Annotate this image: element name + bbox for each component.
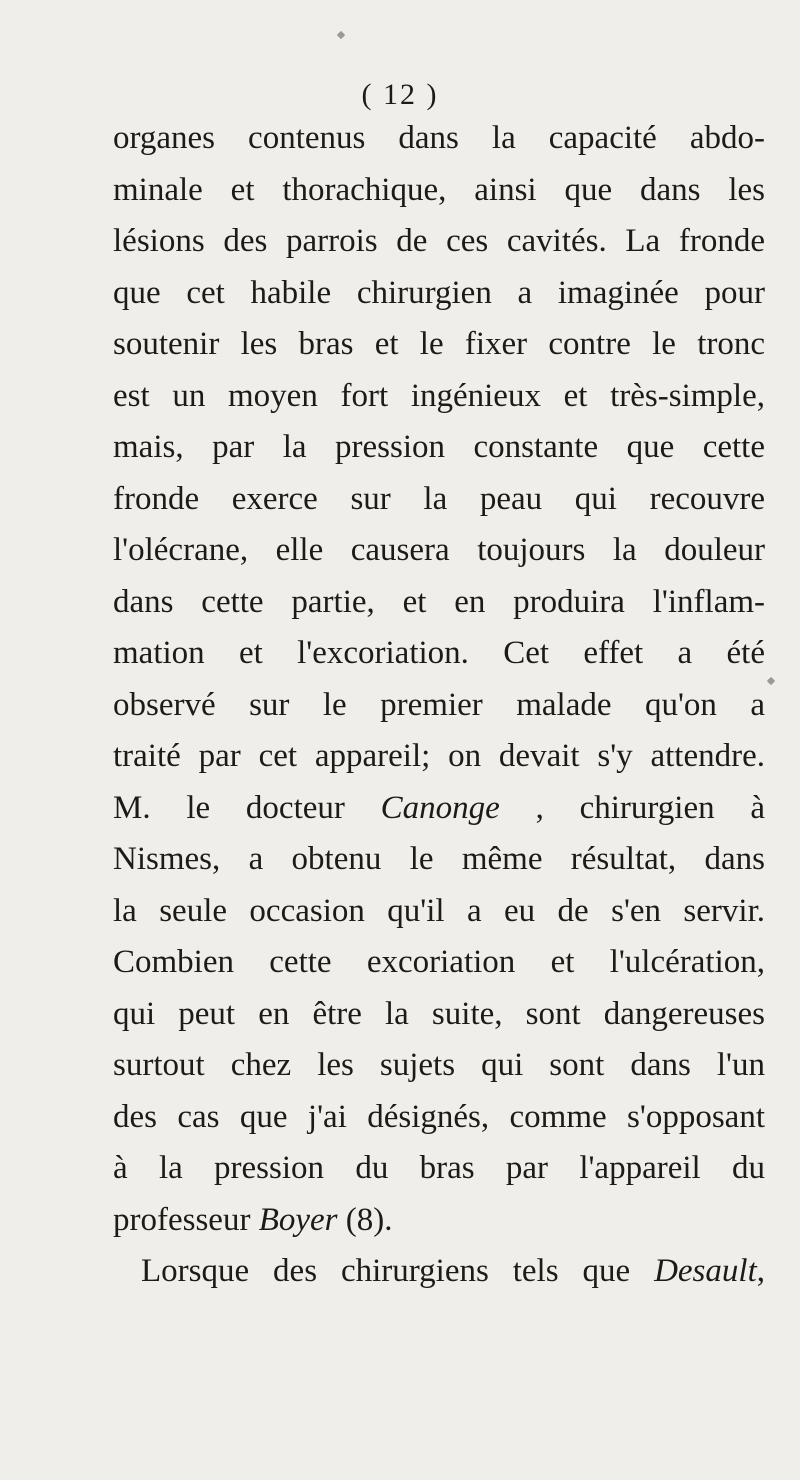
text-line-boyer [113,1195,765,1247]
text-line: organes contenus dans la capacité abdo- [113,120,765,156]
text-line: qui peut en être la suite, sont dangereuses [113,995,765,1032]
text-line: soutenir les bras et le fixer contre le tronc [113,326,765,362]
text-line: est un moyen fort ingénieux et très-simple, [113,377,765,414]
text-line: dans cette partie, et en produira l'inflam- [113,583,765,620]
text-line: l'olécrane, elle causera toujours la douleur [113,532,765,568]
paper-speck [337,31,345,39]
text-line-desault [113,1246,765,1298]
text-fragment: Lorsque des chirurgiens tels que [141,1253,631,1289]
text-fragment: M. le docteur [113,789,345,826]
text-line: minale et thorachique, ainsi que dans les [113,171,765,208]
paper-speck [767,677,775,685]
text-line: des cas que j'ai désignés, comme s'opposant [113,1098,765,1135]
text-line-canonge [113,783,765,835]
text-line: Nismes, a obtenu le même résultat, dans [113,841,765,877]
surgeon-name-italic: Boyer [258,1201,338,1238]
text-fragment: , chirurgien à [535,789,765,826]
text-line: Combien cette excoriation et l'ulcération, [113,944,765,980]
text-line: surtout chez les sujets qui sont dans l'un [113,1047,765,1083]
text-line: que cet habile chirurgien a imaginée pour [113,274,765,311]
surgeon-name-italic: Desault [654,1253,757,1289]
page-number: ( 12 ) [361,78,439,111]
text-line: à la pression du bras par l'appareil du [113,1150,765,1186]
text-fragment: , [756,1253,765,1289]
text-line: mation et l'excoriation. Cet effet a été [113,635,765,671]
text-line: la seule occasion qu'il a eu de s'en servir. [113,892,765,929]
surgeon-name-italic: Canonge [380,789,500,826]
text-fragment: professeur [113,1201,251,1238]
text-fragment: (8). [345,1201,393,1238]
text-line: lésions des parrois de ces cavités. La fronde [113,223,765,259]
text-line: mais, par la pression constante que cette [113,429,765,465]
text-line: observé sur le premier malade qu'on a [113,686,765,723]
text-line: traité par cet appareil; on devait s'y attendre. [113,738,765,774]
text-line: fronde exerce sur la peau qui recouvre [113,480,765,517]
body-text [113,113,765,1298]
